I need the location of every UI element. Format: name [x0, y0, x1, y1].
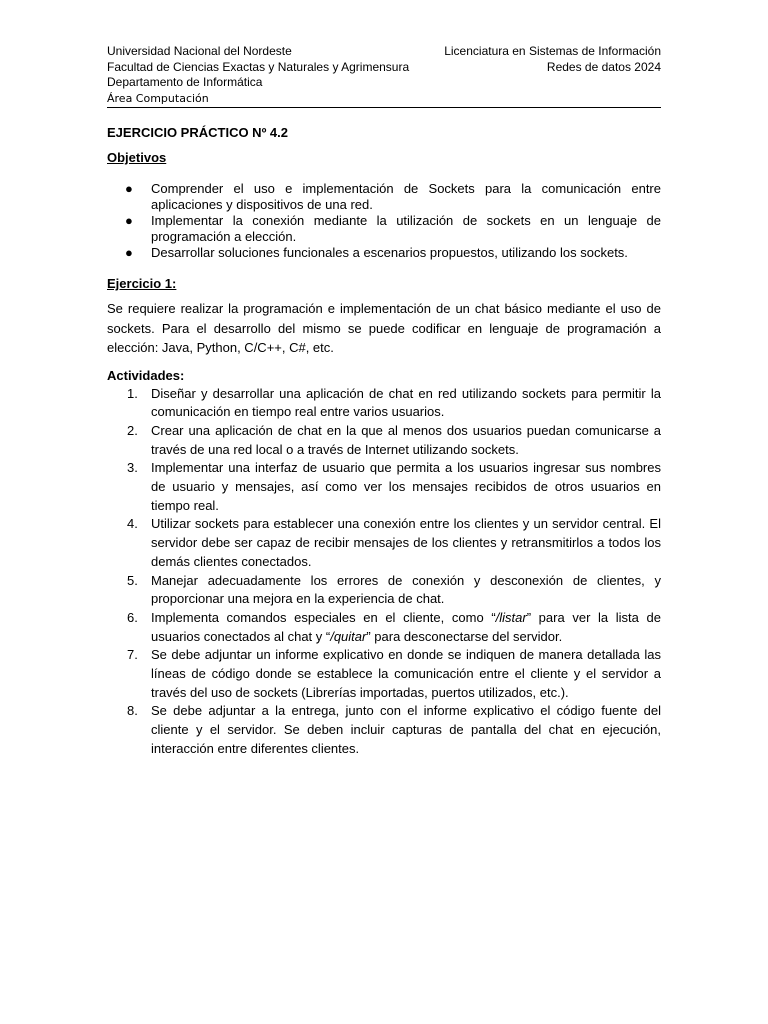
item-number: 5.	[127, 572, 138, 588]
activity-text	[151, 610, 661, 644]
area-name: Área Computación	[107, 91, 209, 105]
header-divider	[107, 107, 661, 108]
list-item	[107, 572, 661, 609]
text-segment: ” para ver la lista de usuarios conectados al chat y “	[151, 609, 661, 644]
list-item	[107, 515, 661, 571]
item-number: 1.	[127, 385, 138, 401]
bullet-icon: ●	[125, 181, 133, 196]
item-number: 7.	[127, 647, 138, 663]
bullet-icon: ●	[125, 245, 133, 260]
course-name: Redes de datos 2024	[546, 59, 661, 74]
activity-text: Se debe adjuntar a la entrega, junto con el informe explicativo el código fuente del cliente y el servidor. Se deben incluir capturas de pantalla del chat en ejecución, interacción entre diferentes clientes.	[151, 703, 661, 756]
item-number: 2.	[127, 422, 138, 438]
text-segment: Implementa comandos especiales en el cliente, como “	[151, 609, 496, 625]
exercise-description: Se requiere realizar la programación e implementación de un chat básico mediante el uso de sockets. Para el desarrollo del mismo se puede codificar en lenguaje de programación a elección: Java, Python, C/C++, C#, etc.	[107, 301, 661, 355]
activity-text: Utilizar sockets para establecer una conexión entre los clientes y un servidor central. El servidor debe ser capaz de recibir mensajes de los clientes y retransmitirlos a todos los demás clientes conectados.	[151, 516, 661, 569]
list-item	[107, 245, 661, 261]
text-segment: ” para desconectarse del servidor.	[366, 628, 563, 644]
command-quitar: /quitar	[330, 628, 367, 644]
exercise-heading: Ejercicio 1:	[107, 276, 177, 291]
university-name: Universidad Nacional del Nordeste	[107, 44, 292, 58]
header-course	[421, 44, 661, 75]
header-institution	[107, 44, 467, 106]
page-title: EJERCICIO PRÁCTICO Nº 4.2	[107, 125, 289, 140]
objective-text: Desarrollar soluciones funcionales a escenarios propuestos, utilizando los sockets.	[151, 245, 628, 260]
item-number: 3.	[127, 460, 138, 476]
activity-text: Se debe adjuntar un informe explicativo en donde se indiquen de manera detallada las líneas de código donde se establece la comunicación entre el cliente y el servidor a través del uso de sockets (Librerías importadas, puertos utilizados, etc.).	[151, 647, 661, 700]
bullet-icon: ●	[125, 213, 133, 228]
list-item	[107, 609, 661, 646]
activity-text: Diseñar y desarrollar una aplicación de chat en red utilizando sockets para permitir la comunicación en tiempo real entre varios usuarios.	[151, 385, 661, 420]
item-number: 6.	[127, 609, 138, 625]
list-item	[107, 422, 661, 459]
objectives-list	[107, 181, 661, 261]
objectives-heading: Objetivos	[107, 150, 167, 165]
command-listar: /listar	[495, 609, 527, 625]
activity-text: Implementar una interfaz de usuario que permita a los usuarios ingresar sus nombres de usuario y mensajes, así como ver los mensajes recibidos de otros usuarios en tiempo real.	[151, 460, 661, 513]
activity-text: Manejar adecuadamente los errores de conexión y desconexión de clientes, y proporcionar una mejora en la experiencia de chat.	[151, 572, 661, 607]
list-item	[107, 213, 661, 245]
activity-text: Crear una aplicación de chat en la que al menos dos usuarios puedan comunicarse a través de una red local o a través de Internet utilizando sockets.	[151, 422, 661, 457]
list-item	[107, 385, 661, 422]
faculty-name: Facultad de Ciencias Exactas y Naturales y Agrimensura	[107, 59, 410, 74]
objective-text: Comprender el uso e implementación de Sockets para la comunicación entre aplicaciones y dispositivos de una red.	[151, 181, 661, 212]
objective-text: Implementar la conexión mediante la utilización de sockets en un lenguaje de programación a elección.	[151, 213, 661, 244]
department-name: Departamento de Informática	[107, 75, 263, 89]
activities-list	[107, 385, 661, 759]
list-item	[107, 459, 661, 515]
document-body	[107, 124, 661, 759]
item-number: 4.	[127, 516, 138, 532]
item-number: 8.	[127, 703, 138, 719]
list-item	[107, 181, 661, 213]
degree-name: Licenciatura en Sistemas de Información	[444, 44, 661, 58]
activities-heading: Actividades:	[107, 367, 185, 383]
list-item	[107, 702, 661, 758]
list-item	[107, 646, 661, 702]
